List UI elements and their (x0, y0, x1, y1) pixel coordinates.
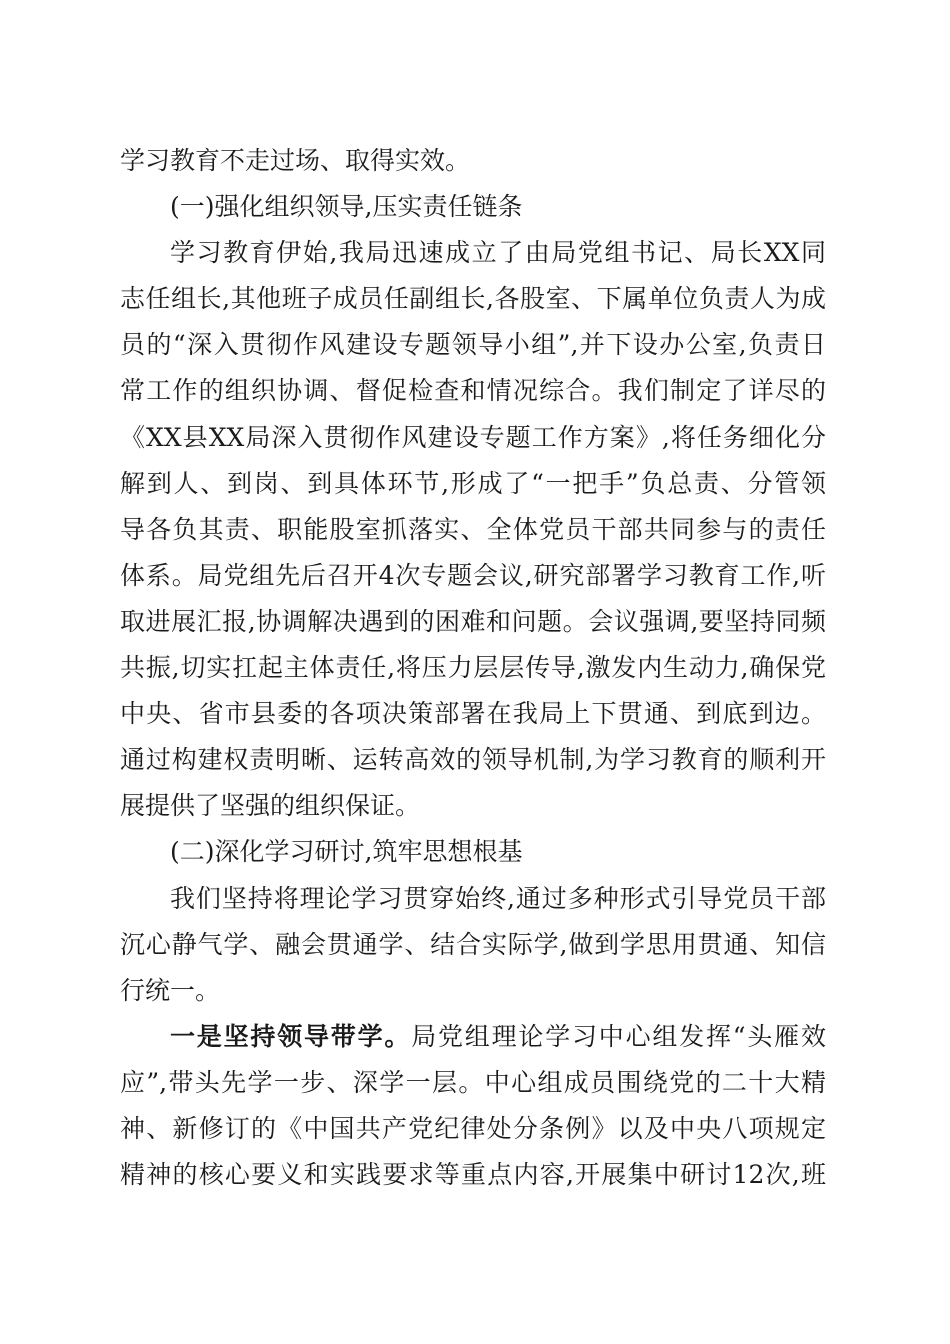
paragraph-text: 局党组理论学习中心组发挥“头雁效 (411, 1021, 826, 1051)
paragraph-line: 行统一。 (120, 975, 221, 1005)
paragraph-line: 取进展汇报,协调解决遇到的困难和问题。会议强调,要坚持同频 (120, 606, 826, 636)
section-heading-2: (二)深化学习研讨,筑牢思想根基 (170, 837, 523, 867)
paragraph-line: 我们坚持将理论学习贯穿始终,通过多种形式引导党员干部 (170, 883, 826, 913)
paragraph-line: 沉心静气学、融会贯通学、结合实际学,做到学思用贯通、知信 (120, 929, 826, 959)
paragraph-line: 员的“深入贯彻作风建设专题领导小组”,并下设办公室,负责日 (120, 330, 826, 360)
paragraph-line: 应”,带头先学一步、深学一层。中心组成员围绕党的二十大精 (120, 1067, 826, 1097)
document-page (120, 138, 826, 1198)
paragraph-line: 导各负其责、职能股室抓落实、全体党员干部共同参与的责任 (120, 514, 826, 544)
paragraph-line: 常工作的组织协调、督促检查和情况综合。我们制定了详尽的 (120, 376, 826, 406)
paragraph-line: 共振,切实扛起主体责任,将压力层层传导,激发内生动力,确保党 (120, 653, 826, 683)
section-heading-1: (一)强化组织领导,压实责任链条 (170, 192, 523, 222)
paragraph-line: 《XX县XX局深入贯彻作风建设专题工作方案》,将任务细化分 (120, 422, 826, 452)
paragraph-line (120, 1014, 826, 1060)
paragraph-line: 解到人、到岗、到具体环节,形成了“一把手”负总责、分管领 (120, 468, 826, 498)
paragraph-line: 中央、省市县委的各项决策部署在我局上下贯通、到底到边。 (120, 699, 826, 729)
paragraph-line: 志任组长,其他班子成员任副组长,各股室、下属单位负责人为成 (120, 284, 826, 314)
paragraph-line: 学习教育伊始,我局迅速成立了由局党组书记、局长XX同 (170, 238, 826, 268)
paragraph-line: 神、新修订的《中国共产党纪律处分条例》以及中央八项规定 (120, 1113, 826, 1143)
paragraph-line: 精神的核心要义和实践要求等重点内容,开展集中研讨12次,班 (120, 1160, 826, 1190)
lead-sentence: 一是坚持领导带学。 (170, 1021, 412, 1051)
paragraph-line: 学习教育不走过场、取得实效。 (120, 146, 471, 175)
paragraph-line: 通过构建权责明晰、运转高效的领导机制,为学习教育的顺利开 (120, 745, 826, 775)
paragraph-line: 展提供了坚强的组织保证。 (120, 791, 421, 821)
paragraph-line: 体系。局党组先后召开4次专题会议,研究部署学习教育工作,听 (120, 560, 826, 590)
